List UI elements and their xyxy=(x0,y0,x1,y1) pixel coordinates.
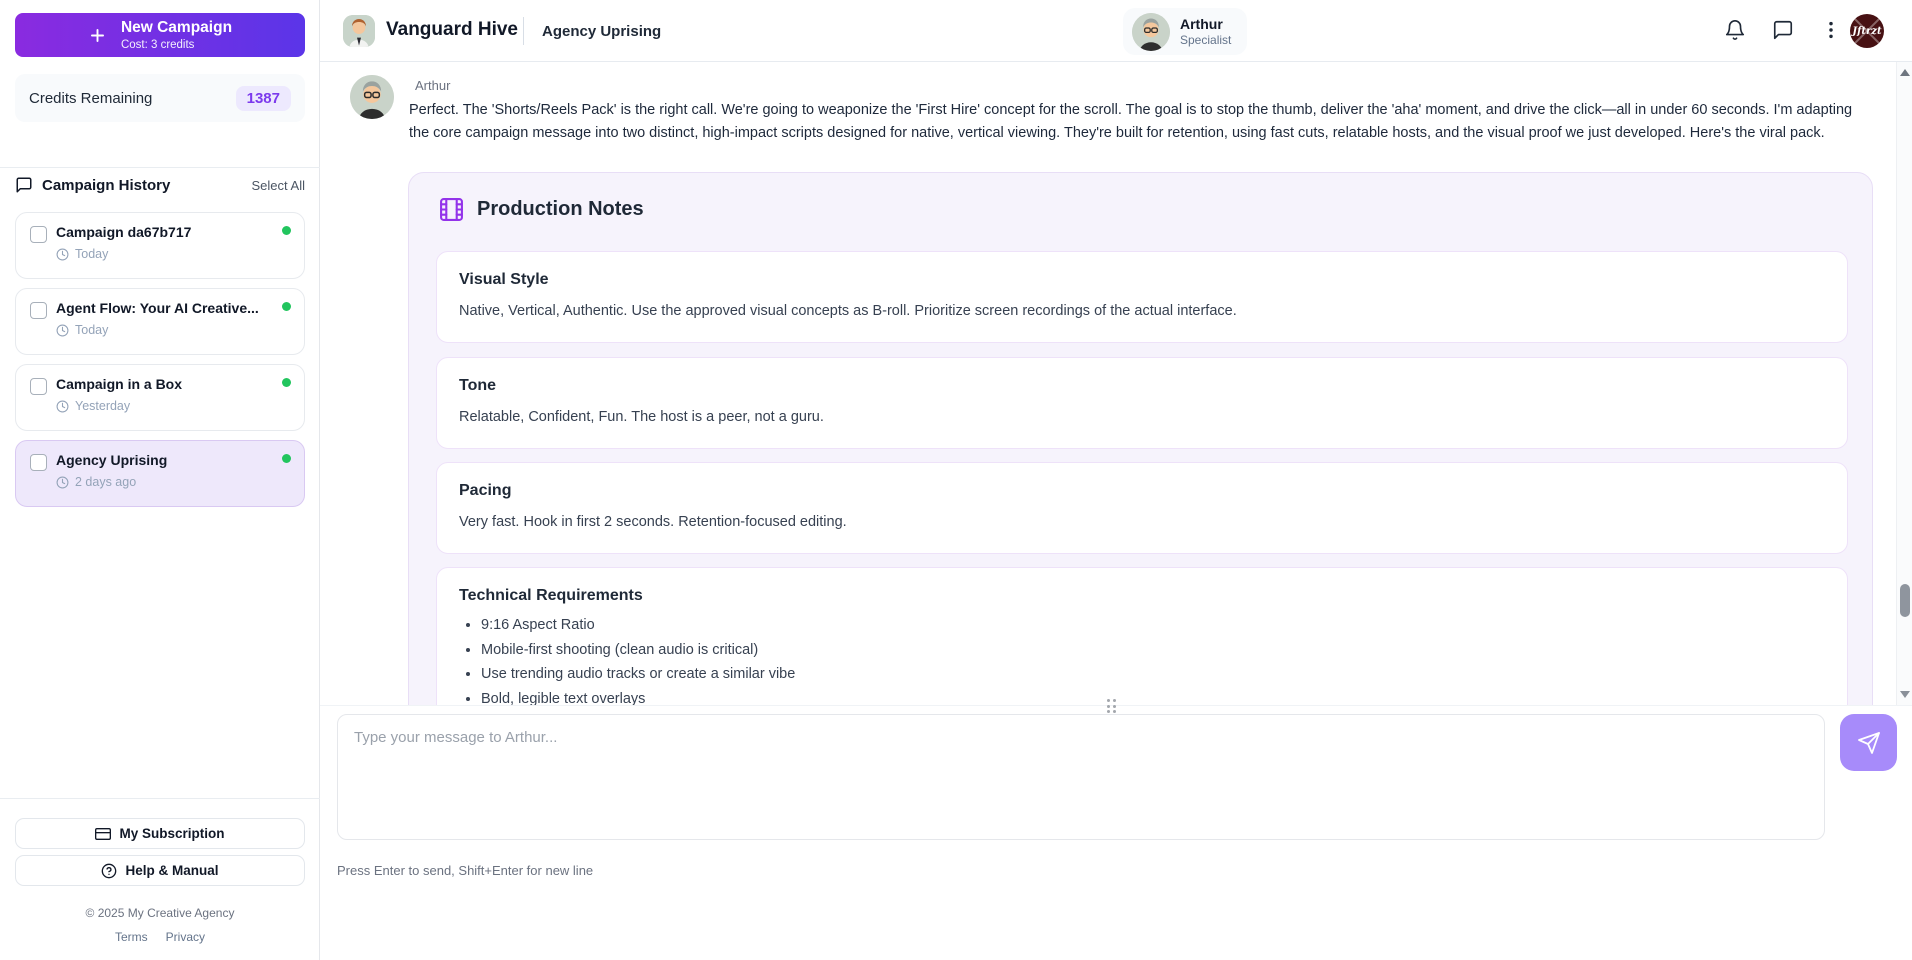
credits-card xyxy=(15,74,305,122)
my-subscription-button[interactable] xyxy=(15,818,305,849)
credit-card-icon xyxy=(95,826,111,842)
note-section-technical-requirements xyxy=(436,567,1848,705)
new-campaign-label: New Campaign xyxy=(120,19,233,37)
campaign-title: Campaign da67b717 xyxy=(56,224,192,240)
account-logo[interactable] xyxy=(1850,14,1884,48)
send-button[interactable] xyxy=(1840,714,1897,771)
agent-chip[interactable] xyxy=(1123,8,1247,55)
campaign-title: Agency Uprising xyxy=(56,452,168,468)
campaign-date: Today xyxy=(75,323,109,337)
status-dot xyxy=(282,302,291,311)
campaign-history-title: Campaign History xyxy=(42,176,171,194)
composer-hint: Press Enter to send, Shift+Enter for new line xyxy=(337,863,594,878)
composer-area xyxy=(320,705,1912,960)
note-section-title: Technical Requirements xyxy=(459,587,643,604)
drag-handle-icon[interactable] xyxy=(1107,699,1116,713)
help-manual-label: Help & Manual xyxy=(125,863,219,878)
send-icon xyxy=(1857,731,1881,755)
requirement-item: • 9:16 Aspect Ratio xyxy=(481,617,1825,633)
campaign-history-header xyxy=(15,170,305,200)
sidebar-divider xyxy=(0,167,320,168)
campaign-date: Today xyxy=(75,247,109,261)
campaign-checkbox[interactable] xyxy=(30,302,47,319)
requirement-item: • Use trending audio tracks or create a similar vibe xyxy=(481,666,1825,682)
note-section-tone xyxy=(436,357,1848,449)
campaign-list-item-selected[interactable] xyxy=(15,440,305,507)
status-dot xyxy=(282,226,291,235)
credits-badge: 1387 xyxy=(236,86,291,111)
top-header xyxy=(320,0,1912,62)
note-section-pacing xyxy=(436,462,1848,554)
film-icon xyxy=(439,197,464,222)
campaign-list-item[interactable] xyxy=(15,212,305,279)
requirement-item: • Mobile-first shooting (clean audio is critical) xyxy=(481,642,1825,658)
campaign-date: Yesterday xyxy=(75,399,131,413)
note-section-body: Relatable, Confident, Fun. The host is a peer, not a guru. xyxy=(459,409,824,425)
status-dot xyxy=(282,378,291,387)
terms-link[interactable]: Terms xyxy=(114,930,148,944)
credits-label: Credits Remaining xyxy=(29,89,153,107)
copyright-text: © 2025 My Creative Agency xyxy=(85,906,235,920)
status-dot xyxy=(282,454,291,463)
new-campaign-cost: Cost: 3 credits xyxy=(120,38,195,51)
select-all-link[interactable]: Select All xyxy=(251,177,305,193)
help-circle-icon xyxy=(101,863,117,879)
production-notes-card xyxy=(408,172,1873,705)
brand-avatar xyxy=(343,15,375,47)
account-logo-text: Jftrzt xyxy=(1852,25,1882,37)
agent-role: Specialist xyxy=(1180,32,1232,47)
current-campaign-title: Agency Uprising xyxy=(542,23,662,40)
campaign-title: Campaign in a Box xyxy=(56,376,183,392)
note-section-body: Native, Vertical, Authentic. Use the approved visual concepts as B-roll. Prioritize screen recordings of the actual interface. xyxy=(459,303,1237,319)
header-divider xyxy=(523,17,524,45)
clock-icon xyxy=(56,248,69,261)
scrollbar-thumb[interactable] xyxy=(1900,584,1910,617)
help-manual-button[interactable] xyxy=(15,855,305,886)
agent-avatar xyxy=(1132,13,1170,51)
my-subscription-label: My Subscription xyxy=(119,826,225,841)
plus-icon xyxy=(88,26,107,45)
chat-scrollbar[interactable] xyxy=(1896,62,1912,705)
new-campaign-button[interactable] xyxy=(15,13,305,57)
note-section-body: Very fast. Hook in first 2 seconds. Retention-focused editing. xyxy=(459,514,847,530)
campaign-checkbox[interactable] xyxy=(30,226,47,243)
note-section-visual-style xyxy=(436,251,1848,343)
note-section-title: Tone xyxy=(459,377,497,394)
message-text: Perfect. The 'Shorts/Reels Pack' is the right call. We're going to weaponize the 'First Hire' concept for the scroll. The goal is to stop the thumb, deliver the 'aha' moment, and drive the click—all in under 60 seconds. I'm adapting the core campaign message into two distinct, high-impact scripts designed for native, vertical viewing. They're built for retention, using fast cuts, relatable hosts, and the visual proof we just developed. Here's the viral pack. xyxy=(409,102,1853,141)
kebab-menu-icon[interactable] xyxy=(1820,18,1844,42)
chat-bubble-icon xyxy=(15,176,33,194)
requirements-list xyxy=(459,617,1825,705)
campaign-title: Agent Flow: Your AI Creative... xyxy=(56,300,259,316)
campaign-list-item[interactable] xyxy=(15,364,305,431)
campaign-date: 2 days ago xyxy=(75,475,137,489)
scroll-down-icon[interactable] xyxy=(1900,691,1910,698)
clock-icon xyxy=(56,476,69,489)
brand-title: Vanguard Hive xyxy=(386,19,518,40)
scroll-up-icon[interactable] xyxy=(1900,69,1910,76)
message-author: Arthur xyxy=(415,78,451,93)
sidebar xyxy=(0,0,320,960)
message-icon[interactable] xyxy=(1772,19,1796,43)
production-notes-title: Production Notes xyxy=(477,198,644,220)
message-avatar xyxy=(350,75,394,119)
requirement-item: • Bold, legible text overlays xyxy=(481,691,1825,706)
privacy-link[interactable]: Privacy xyxy=(165,930,205,944)
sidebar-divider xyxy=(0,798,320,799)
campaign-checkbox[interactable] xyxy=(30,454,47,471)
agent-name: Arthur xyxy=(1180,15,1223,32)
clock-icon xyxy=(56,324,69,337)
campaign-checkbox[interactable] xyxy=(30,378,47,395)
note-section-title: Visual Style xyxy=(459,271,549,288)
campaign-list-item[interactable] xyxy=(15,288,305,355)
clock-icon xyxy=(56,400,69,413)
main-panel xyxy=(320,0,1912,960)
note-section-title: Pacing xyxy=(459,482,512,499)
bell-icon[interactable] xyxy=(1724,19,1748,43)
chat-viewport xyxy=(320,62,1912,705)
message-input[interactable] xyxy=(337,714,1825,840)
